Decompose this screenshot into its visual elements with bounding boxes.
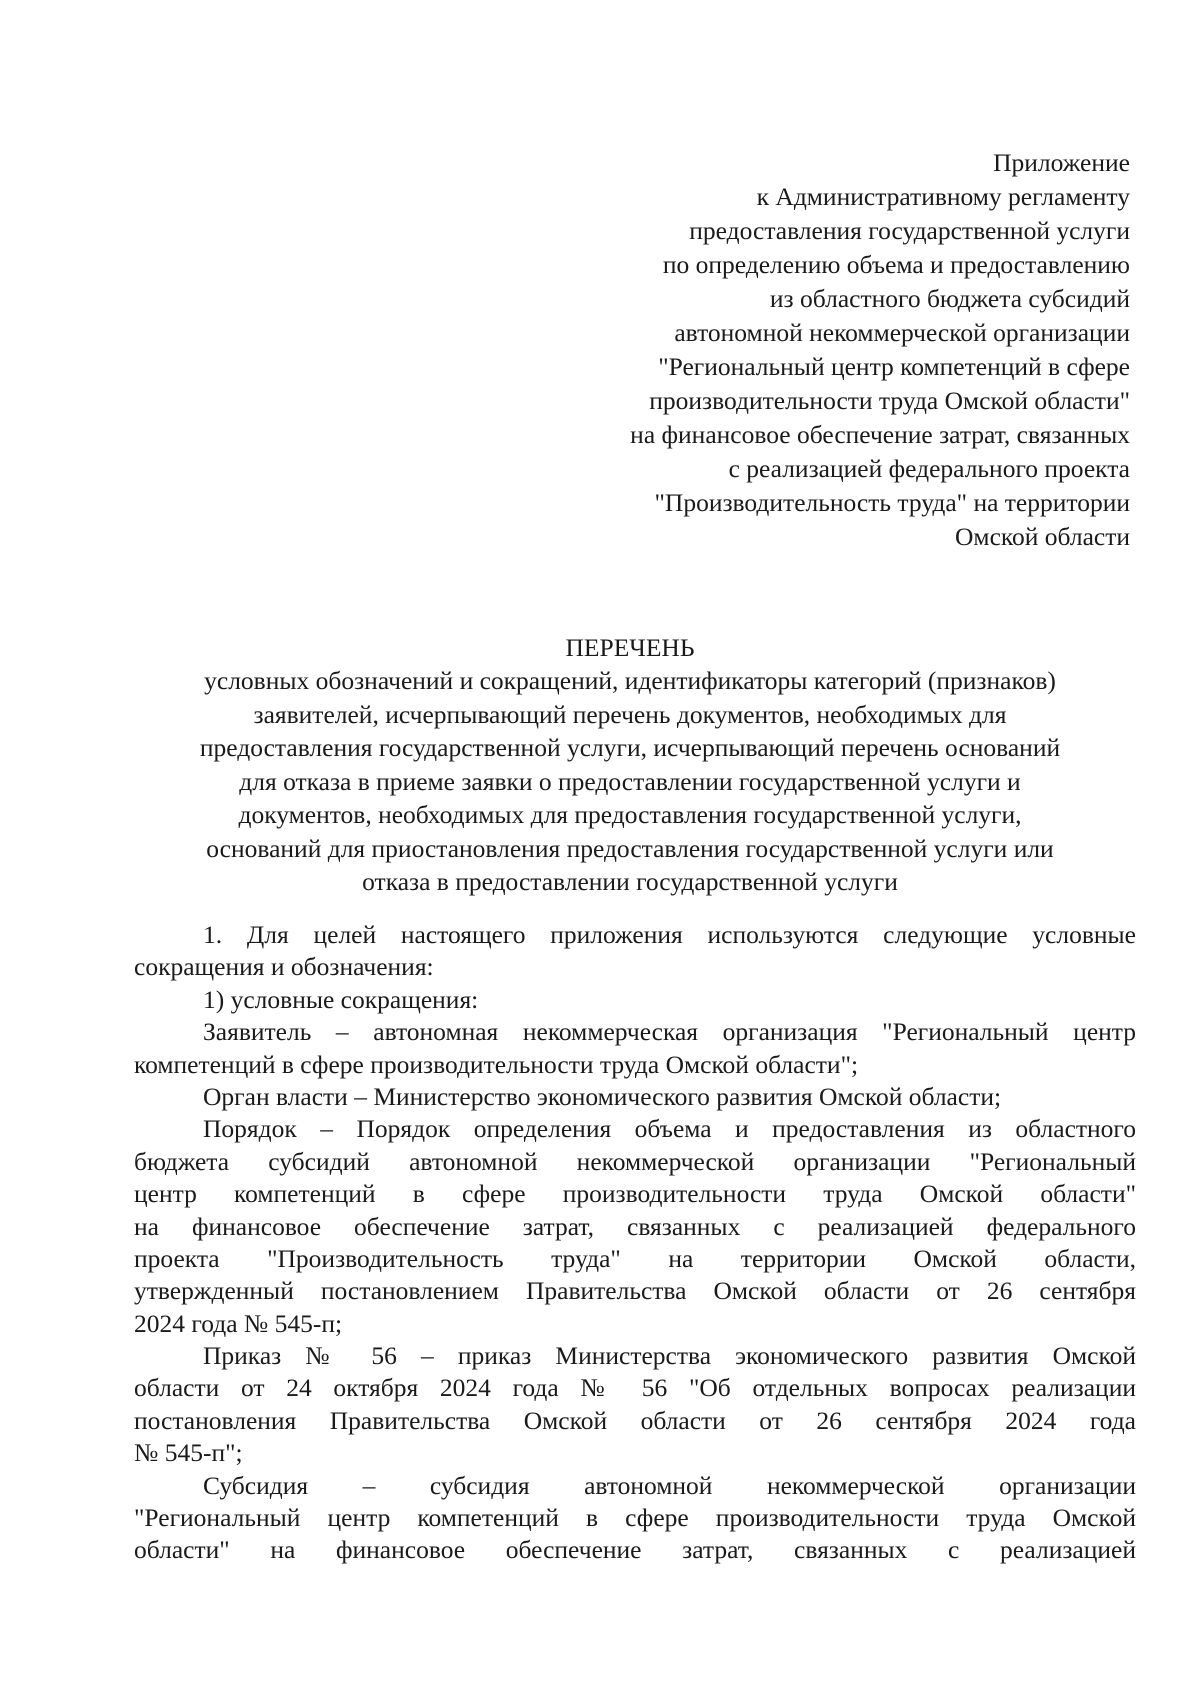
appendix-line: из областного бюджета субсидий <box>769 284 1130 313</box>
body-line: области от 24 октября 2024 года № 56 "Об отдельных вопросах реализации <box>134 1373 1136 1403</box>
subtitle-line: заявителей, исчерпывающий перечень документов, необходимых для <box>253 699 1007 729</box>
appendix-line: на финансовое обеспечение затрат, связанных <box>630 420 1130 449</box>
appendix-header <box>510 146 1130 554</box>
appendix-line: к Административному регламенту <box>756 182 1130 211</box>
appendix-line: "Региональный центр компетенций в сфере <box>658 352 1130 381</box>
document-title: ПЕРЕЧЕНЬ <box>565 633 695 662</box>
subtitle-line: оснований для приостановления предоставления государственной услуги или <box>206 833 1054 863</box>
body-line: Заявитель – автономная некоммерческая организация "Региональный центр <box>203 1017 1136 1047</box>
body-line: № 545-п"; <box>134 1438 243 1468</box>
subtitle-line: для отказа в приеме заявки о предоставлении государственной услуги и <box>239 766 1021 796</box>
body-line: Порядок – Порядок определения объема и предоставления из областного <box>203 1114 1136 1144</box>
body-line: проекта "Производительность труда" на территории Омской области, <box>134 1243 1136 1273</box>
appendix-line: Приложение <box>993 148 1130 177</box>
body-line: Приказ № 56 – приказ Министерства экономического развития Омской <box>203 1341 1136 1371</box>
appendix-line: с реализацией федерального проекта <box>728 454 1130 483</box>
body-line: 2024 года № 545-п; <box>134 1308 343 1338</box>
body-line: сокращения и обозначения: <box>134 952 434 982</box>
body-line: центр компетенций в сфере производительности труда Омской области" <box>134 1179 1136 1209</box>
document-body <box>134 919 1136 1567</box>
body-line: компетенций в сфере производительности труда Омской области"; <box>134 1049 859 1079</box>
body-line: постановления Правительства Омской области от 26 сентября 2024 года <box>134 1405 1136 1435</box>
appendix-line: по определению объема и предоставлению <box>662 250 1130 279</box>
body-line: Субсидия – субсидия автономной некоммерческой организации <box>203 1470 1136 1500</box>
body-line: бюджета субсидий автономной некоммерческой организации "Региональный <box>134 1146 1136 1176</box>
body-line: 1. Для целей настоящего приложения используются следующие условные <box>203 920 1136 949</box>
appendix-line: предоставления государственной услуги <box>689 216 1130 245</box>
subtitle-line: предоставления государственной услуги, исчерпывающий перечень оснований <box>199 733 1061 762</box>
subtitle-line: отказа в предоставлении государственной услуги <box>362 867 898 896</box>
subtitle-line: документов, необходимых для предоставления государственной услуги, <box>238 800 1022 829</box>
body-line: области" на финансовое обеспечение затрат, связанных с реализацией <box>134 1535 1136 1565</box>
body-line: на финансовое обеспечение затрат, связанных с реализацией федерального <box>134 1211 1136 1241</box>
appendix-line: "Производительность труда" на территории <box>654 488 1130 517</box>
body-line: Орган власти – Министерство экономического развития Омской области; <box>203 1081 1002 1111</box>
document-subtitle <box>130 664 1130 899</box>
appendix-line: производительности труда Омской области" <box>649 386 1130 415</box>
appendix-line: Омской области <box>955 522 1130 551</box>
body-line: утвержденный постановлением Правительства Омской области от 26 сентября <box>134 1276 1136 1306</box>
subtitle-line: условных обозначений и сокращений, идентификаторы категорий (признаков) <box>204 666 1056 695</box>
appendix-line: автономной некоммерческой организации <box>674 318 1130 347</box>
body-line: 1) условные сокращения: <box>203 984 479 1014</box>
body-line: "Региональный центр компетенций в сфере производительности труда Омской <box>134 1503 1136 1533</box>
